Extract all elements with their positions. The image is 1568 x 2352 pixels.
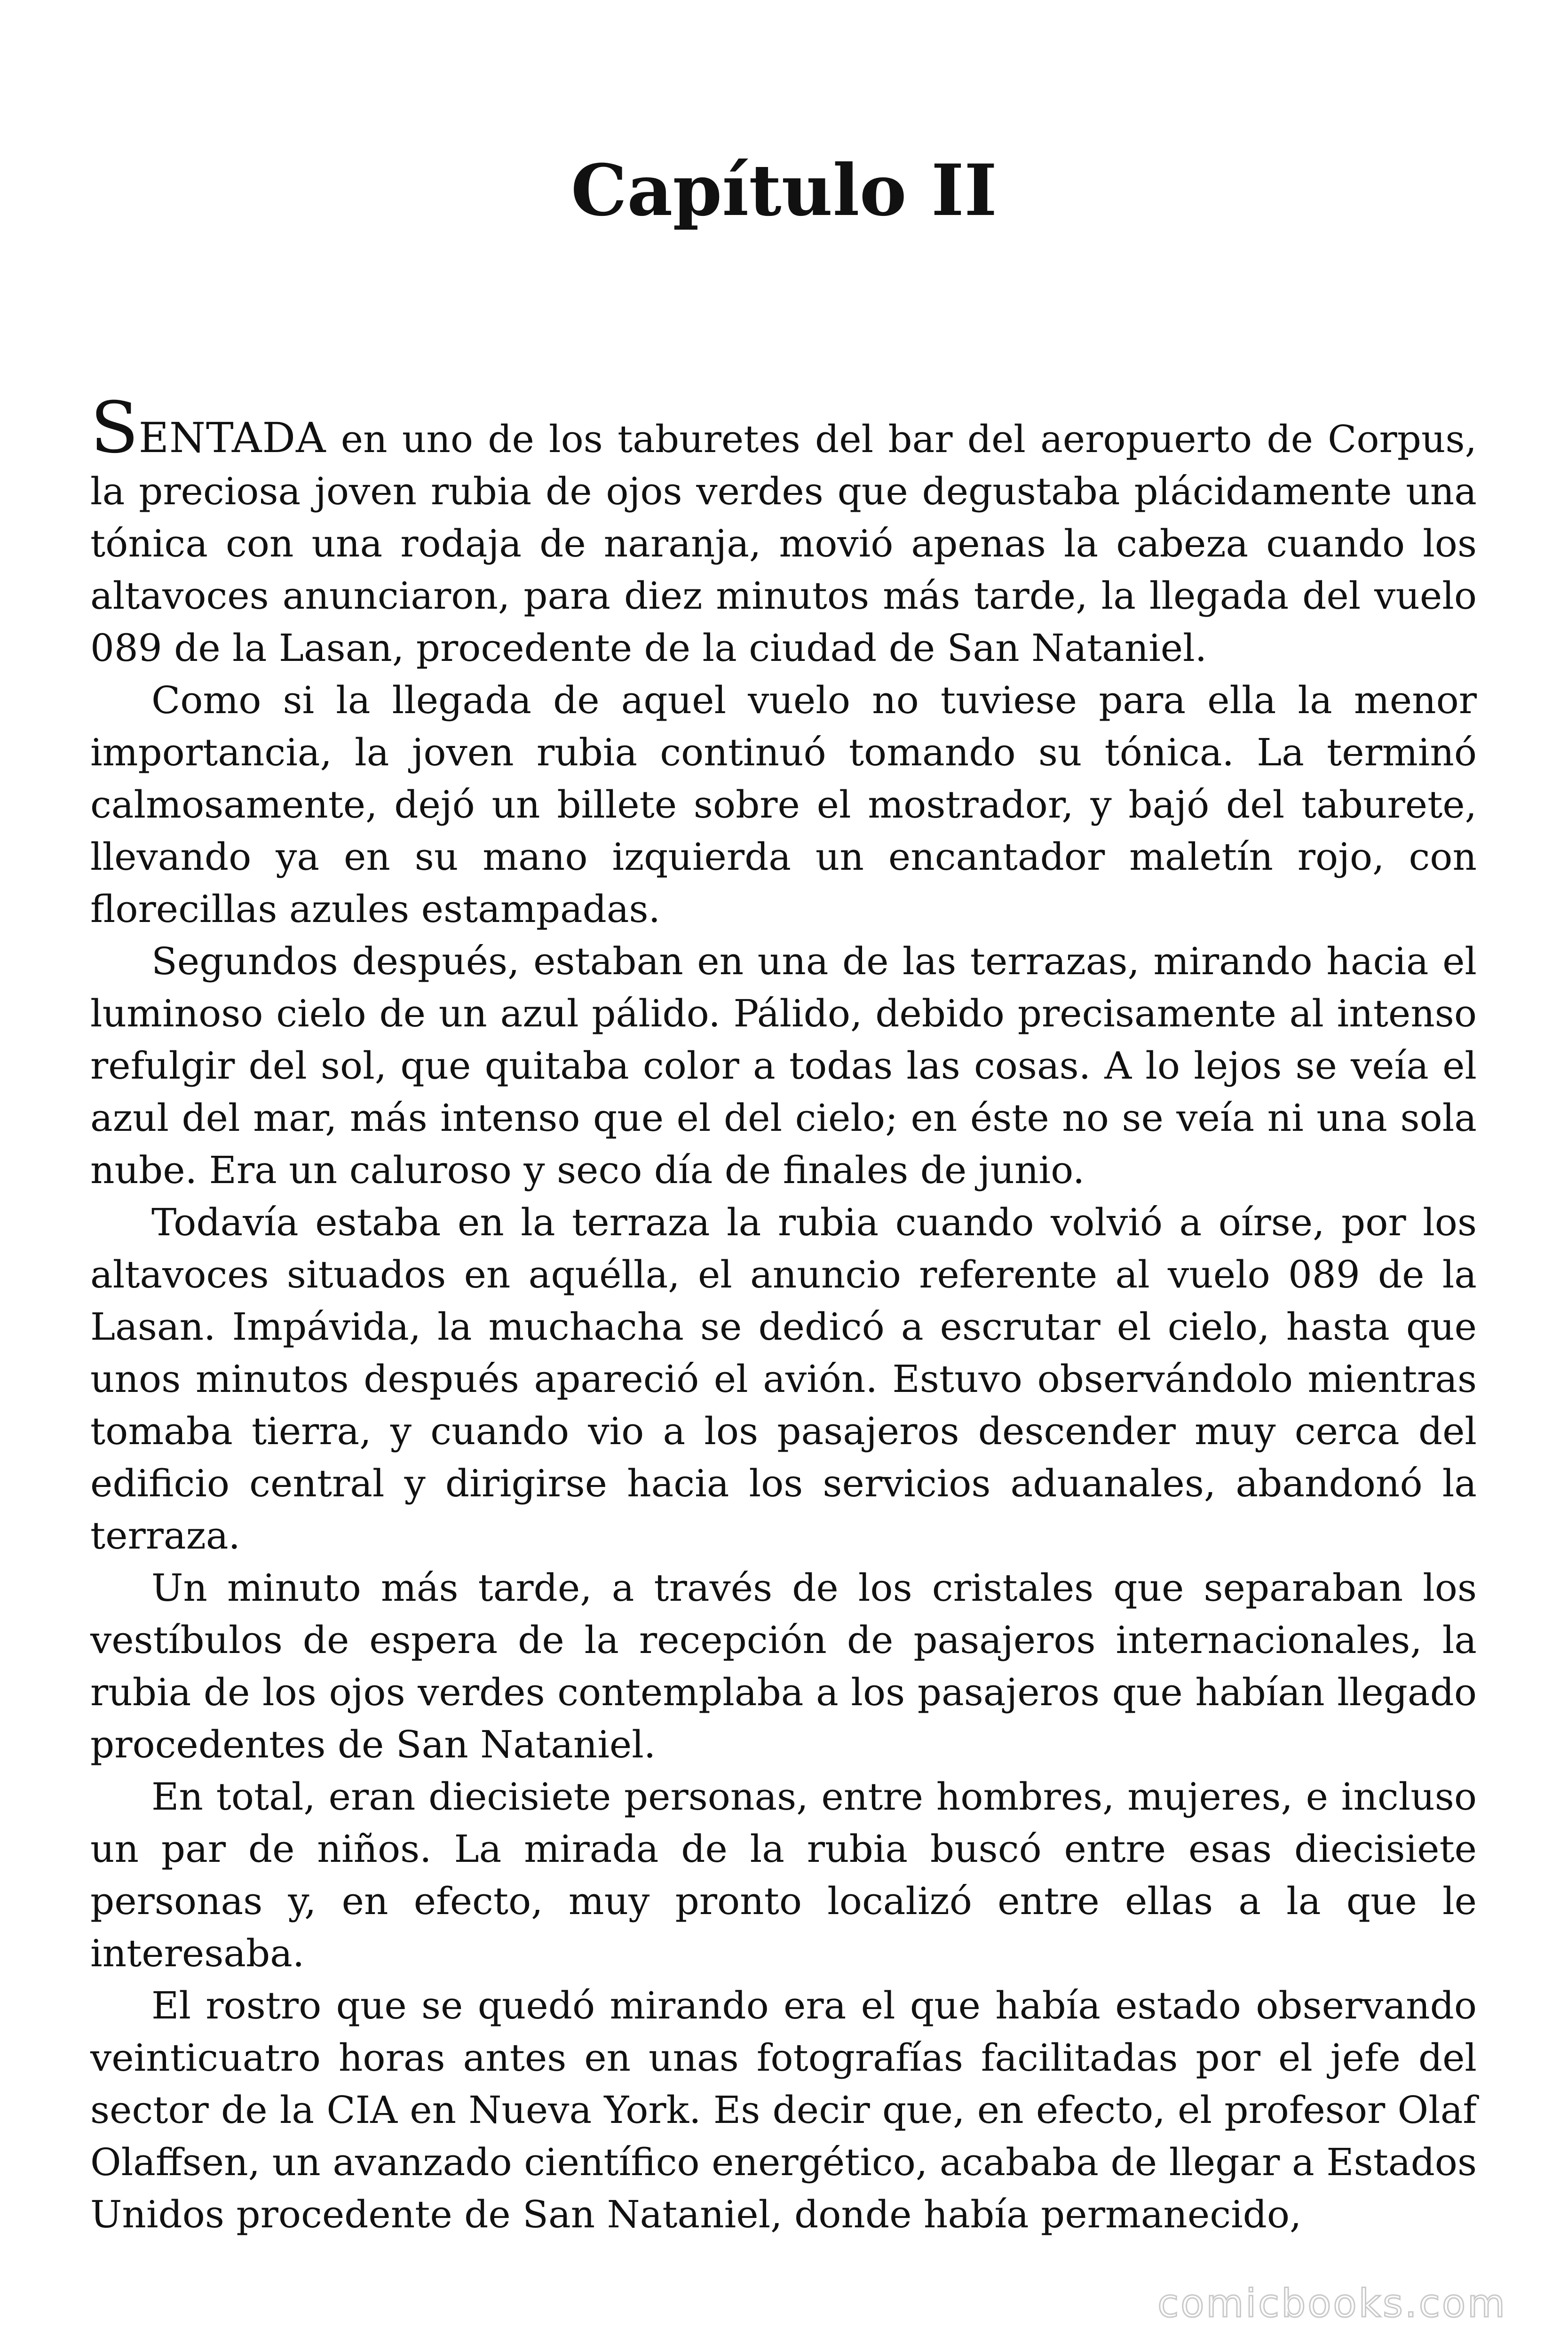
chapter-title: Capítulo II [570, 149, 998, 232]
opening-small-caps: ENTADA [138, 413, 326, 462]
paragraph: El rostro que se quedó mirando era el que había estado observando veinticuatro horas antes en unas fotografías facilitadas por el jefe del sector de la CIA en Nueva York. Es decir que, en efecto, el profesor Olaf Olaffsen, un avanzado científico energético, acababa de llegar a Estados Unidos procedente de San Nataniel, donde había permanecido, [90, 1984, 1477, 2236]
paragraph: En total, eran diecisiete personas, entre hombres, mujeres, e incluso un par de niños. La mirada de la rubia buscó entre esas diecisiete personas y, en efecto, muy pronto localizó entre ellas a la que le interesaba. [90, 1775, 1477, 1975]
opening-text: en uno de los taburetes del bar del aeropuerto de Corpus, la preciosa joven rubia de ojos verdes que degustaba plácidamente una tónica con una rodaja de naranja, movió apenas la cabeza cuando los altavoces anunciaron, para diez minutos más tarde, la llegada del vuelo 089 de la Lasan, procedente de la ciudad de San Nataniel. [90, 417, 1477, 670]
paragraph: Todavía estaba en la terraza la rubia cuando volvió a oírse, por los altavoces situados en aquélla, el anuncio referente al vuelo 089 de la Lasan. Impávida, la muchacha se dedicó a escrutar el cielo, hasta que unos minutos después apareció el avión. Estuvo observándolo mientras tomaba tierra, y cuando vio a los pasajeros descender muy cerca del edificio central y dirigirse hacia los servicios aduanales, abandonó la terraza. [90, 1200, 1477, 1557]
chapter-body [90, 387, 1477, 2241]
watermark: comicbooks.com [1157, 2281, 1507, 2326]
initial-letter: S [90, 387, 139, 469]
paragraph: Como si la llegada de aquel vuelo no tuviese para ella la menor importancia, la joven rubia continuó tomando su tónica. La terminó calmosamente, dejó un billete sobre el mostrador, y bajó del taburete, llevando ya en su mano izquierda un encantador maletín rojo, con florecillas azules estampadas. [90, 678, 1477, 931]
paragraph: Un minuto más tarde, a través de los cristales que separaban los vestíbulos de espera de la recepción de pasajeros internacionales, la rubia de los ojos verdes contemplaba a los pasajeros que habían llegado procedentes de San Nataniel. [90, 1566, 1477, 1766]
opening-paragraph [90, 387, 1477, 674]
paragraph: Segundos después, estaban en una de las terrazas, mirando hacia el luminoso cielo de un azul pálido. Pálido, debido precisamente al intenso refulgir del sol, que quitaba color a todas las cosas. A lo lejos se veía el azul del mar, más intenso que el del cielo; en éste no se veía ni una sola nube. Era un caluroso y seco día de finales de junio. [90, 939, 1477, 1192]
